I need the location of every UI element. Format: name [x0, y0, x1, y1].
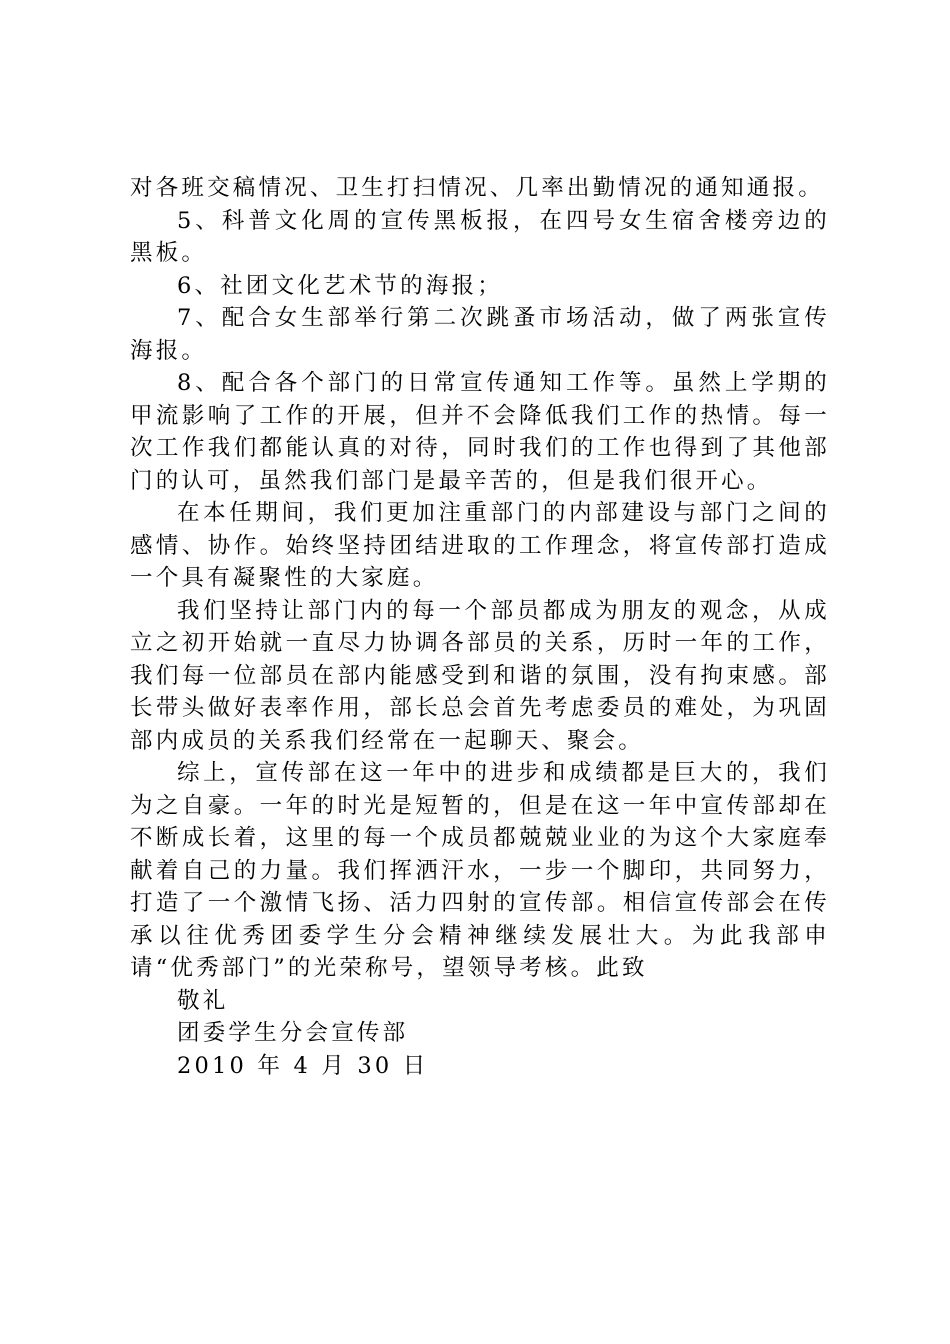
closing-salutation: 敬礼 [177, 987, 229, 1014]
paragraph-item-7: 7、配合女生部举行第二次跳蚤市场活动，做了两张宣传海报。 [130, 305, 830, 364]
paragraph-item-6: 6、社团文化艺术节的海报； [177, 272, 503, 299]
paragraph-item-8: 8、配合各个部门的日常宣传通知工作等。虽然上学期的甲流影响了工作的开展，但并不会降低我们工作的热情。每一次工作我们都能认真的对待，同时我们的工作也得到了其他部门的认可，虽然我们部门是最辛苦的，但是我们很开心。 [130, 370, 830, 494]
paragraph-item-5: 5、科普文化周的宣传黑板报，在四号女生宿舍楼旁边的黑板。 [130, 207, 830, 266]
document-body [130, 172, 830, 1082]
paragraph-term-summary: 在本任期间，我们更加注重部门的内部建设与部门之间的感情、协作。始终坚持团结进取的工作理念，将宣传部打造成一个具有凝聚性的大家庭。 [130, 500, 830, 591]
paragraph-conclusion: 综上，宣传部在这一年中的进步和成绩都是巨大的，我们为之自豪。一年的时光是短暂的，但是在这一年中宣传部却在不断成长着，这里的每一个成员都兢兢业业的为这个大家庭奉献着自己的力量。我们挥洒汗水，一步一个脚印，共同努力，打造了一个激情飞扬、活力四射的宣传部。相信宣传部会在传承以往优秀团委学生分会精神继续发展壮大。为此我部申请“优秀部门”的光荣称号，望领导考核。此致 [130, 760, 830, 981]
paragraph-continuation: 对各班交稿情况、卫生打扫情况、几率出勤情况的通知通报。 [130, 175, 824, 201]
date: 2010 年 4 月 30 日 [177, 1052, 429, 1079]
paragraph-team-building: 我们坚持让部门内的每一个部员都成为朋友的观念，从成立之初开始就一直尽力协调各部员的关系，历时一年的工作，我们每一位部员在部内能感受到和谐的氛围，没有拘束感。部长带头做好表率作用，部长总会首先考虑委员的难处，为巩固部内成员的关系我们经常在一起聊天、聚会。 [130, 597, 830, 754]
signature: 团委学生分会宣传部 [177, 1020, 409, 1046]
